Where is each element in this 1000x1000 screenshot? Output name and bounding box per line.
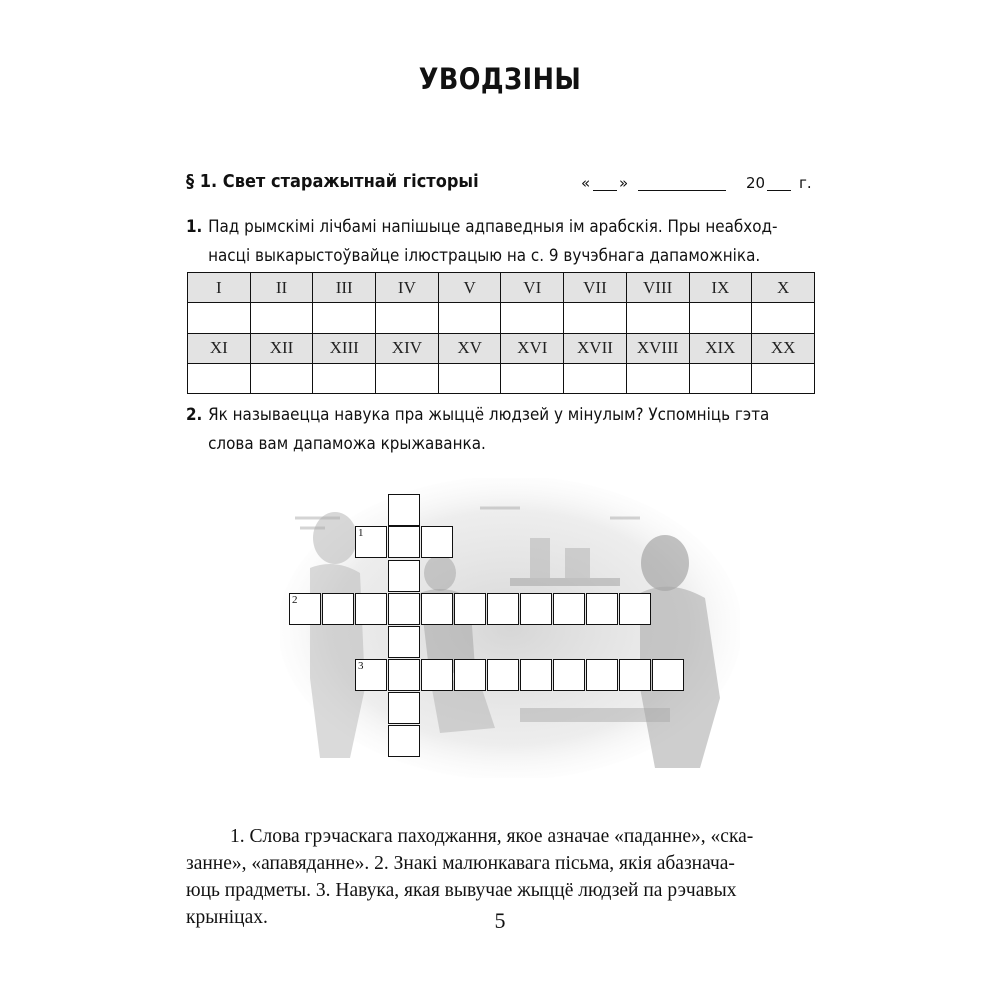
answer-cell[interactable] xyxy=(438,303,501,333)
crossword-cell[interactable] xyxy=(454,593,486,625)
crossword-cell[interactable] xyxy=(388,560,420,592)
roman-cell: XII xyxy=(250,333,313,363)
answer-cell[interactable] xyxy=(626,303,689,333)
crossword-cell[interactable] xyxy=(586,659,618,691)
roman-cell: VII xyxy=(564,273,627,303)
crossword-cell[interactable] xyxy=(388,692,420,724)
crossword-cell[interactable] xyxy=(553,659,585,691)
crossword-cell[interactable] xyxy=(421,526,453,558)
page-number: 5 xyxy=(494,908,506,933)
task-1-number: 1. xyxy=(186,217,203,236)
clue-line-3: юць прадметы. 3. Навука, якая вывучае жыццё людзей па рэчавых xyxy=(186,880,737,901)
crossword-cell[interactable] xyxy=(388,593,420,625)
crossword-cell[interactable] xyxy=(388,526,420,558)
clue-line-1: 1. Слова грэчаскага паходжання, якое азначае «паданне», «ска- xyxy=(230,826,754,847)
date-month-blank xyxy=(638,190,726,191)
crossword-cell[interactable] xyxy=(553,593,585,625)
task-1-line-1: Пад рымскімі лічбамі напішыце адпаведныя ім арабскія. Пры неабход- xyxy=(208,217,778,236)
crossword-cell[interactable] xyxy=(586,593,618,625)
answer-cell[interactable] xyxy=(752,303,815,333)
roman-row-1 xyxy=(188,273,815,303)
answer-cell[interactable] xyxy=(188,303,251,333)
egyptian-relief-illustration xyxy=(280,478,740,778)
crossword-cell[interactable] xyxy=(619,593,651,625)
crossword-cell[interactable] xyxy=(520,593,552,625)
task-2-line-2: слова вам дапаможа крыжаванка. xyxy=(208,434,486,453)
roman-cell: XIII xyxy=(313,333,376,363)
roman-numerals-table xyxy=(187,272,815,394)
crossword-cell[interactable] xyxy=(652,659,684,691)
roman-cell: IX xyxy=(689,273,752,303)
roman-cell: XIV xyxy=(376,333,439,363)
answer-cell[interactable] xyxy=(250,363,313,393)
roman-cell: I xyxy=(188,273,251,303)
date-year-prefix: 20 xyxy=(746,174,766,192)
task-2-number: 2. xyxy=(186,405,203,424)
crossword-cell[interactable] xyxy=(421,593,453,625)
answer-row-1 xyxy=(188,303,815,333)
roman-cell: XVIII xyxy=(626,333,689,363)
answer-cell[interactable] xyxy=(564,303,627,333)
task-2-line-1: Як называецца навука пра жыццё людзей у мінулым? Успомніць гэта xyxy=(208,405,770,424)
roman-cell: XIX xyxy=(689,333,752,363)
roman-cell: VIII xyxy=(626,273,689,303)
crossword-cell[interactable] xyxy=(520,659,552,691)
date-suffix: г. xyxy=(799,174,812,192)
date-open-quote: « xyxy=(581,174,591,192)
crossword-cell[interactable] xyxy=(619,659,651,691)
date-line xyxy=(581,174,821,196)
answer-cell[interactable] xyxy=(752,363,815,393)
crossword-cell[interactable] xyxy=(289,593,321,625)
crossword-cell[interactable] xyxy=(421,659,453,691)
clue-line-4: крыніцах. xyxy=(186,907,268,928)
roman-row-2 xyxy=(188,333,815,363)
answer-cell[interactable] xyxy=(501,303,564,333)
section-heading: § 1. Свет старажытнай гісторыі xyxy=(186,171,479,192)
crossword-cell[interactable] xyxy=(454,659,486,691)
crossword-cell[interactable] xyxy=(355,659,387,691)
roman-cell: V xyxy=(438,273,501,303)
answer-cell[interactable] xyxy=(376,303,439,333)
clue-number-2: 2 xyxy=(292,594,298,606)
roman-cell: IV xyxy=(376,273,439,303)
answer-cell[interactable] xyxy=(438,363,501,393)
crossword-cell[interactable] xyxy=(355,526,387,558)
roman-cell: VI xyxy=(501,273,564,303)
task-2 xyxy=(186,400,775,460)
roman-cell: XV xyxy=(438,333,501,363)
task-1 xyxy=(186,212,778,272)
clue-number-1: 1 xyxy=(358,527,364,539)
crossword xyxy=(280,478,740,778)
answer-cell[interactable] xyxy=(313,303,376,333)
clue-number-3: 3 xyxy=(358,660,364,672)
crossword-cell[interactable] xyxy=(487,659,519,691)
page-title: УВОДЗІНЫ xyxy=(418,62,582,96)
answer-cell[interactable] xyxy=(626,363,689,393)
answer-cell[interactable] xyxy=(250,303,313,333)
answer-cell[interactable] xyxy=(376,363,439,393)
roman-cell: XX xyxy=(752,333,815,363)
crossword-cell[interactable] xyxy=(388,494,420,526)
crossword-cell[interactable] xyxy=(388,659,420,691)
date-close-quote: » xyxy=(619,174,629,192)
roman-cell: XVI xyxy=(501,333,564,363)
answer-cell[interactable] xyxy=(564,363,627,393)
crossword-cell[interactable] xyxy=(355,593,387,625)
task-1-line-2: насці выкарыстоўвайце ілюстрацыю на с. 9 вучэбнага дапаможніка. xyxy=(208,246,761,265)
date-day-blank xyxy=(593,190,617,191)
answer-cell[interactable] xyxy=(188,363,251,393)
roman-cell: XI xyxy=(188,333,251,363)
roman-cell: III xyxy=(313,273,376,303)
roman-cell: X xyxy=(752,273,815,303)
crossword-cell[interactable] xyxy=(322,593,354,625)
date-year-blank xyxy=(767,190,791,191)
answer-cell[interactable] xyxy=(501,363,564,393)
crossword-cell[interactable] xyxy=(388,626,420,658)
answer-cell[interactable] xyxy=(313,363,376,393)
answer-cell[interactable] xyxy=(689,303,752,333)
roman-cell: XVII xyxy=(564,333,627,363)
answer-row-2 xyxy=(188,363,815,393)
crossword-cell[interactable] xyxy=(388,725,420,757)
answer-cell[interactable] xyxy=(689,363,752,393)
roman-cell: II xyxy=(250,273,313,303)
clue-line-2: занне», «апавяданне». 2. Знакі малюнкавага пісьма, якія абазнача- xyxy=(186,853,735,874)
crossword-cell[interactable] xyxy=(487,593,519,625)
